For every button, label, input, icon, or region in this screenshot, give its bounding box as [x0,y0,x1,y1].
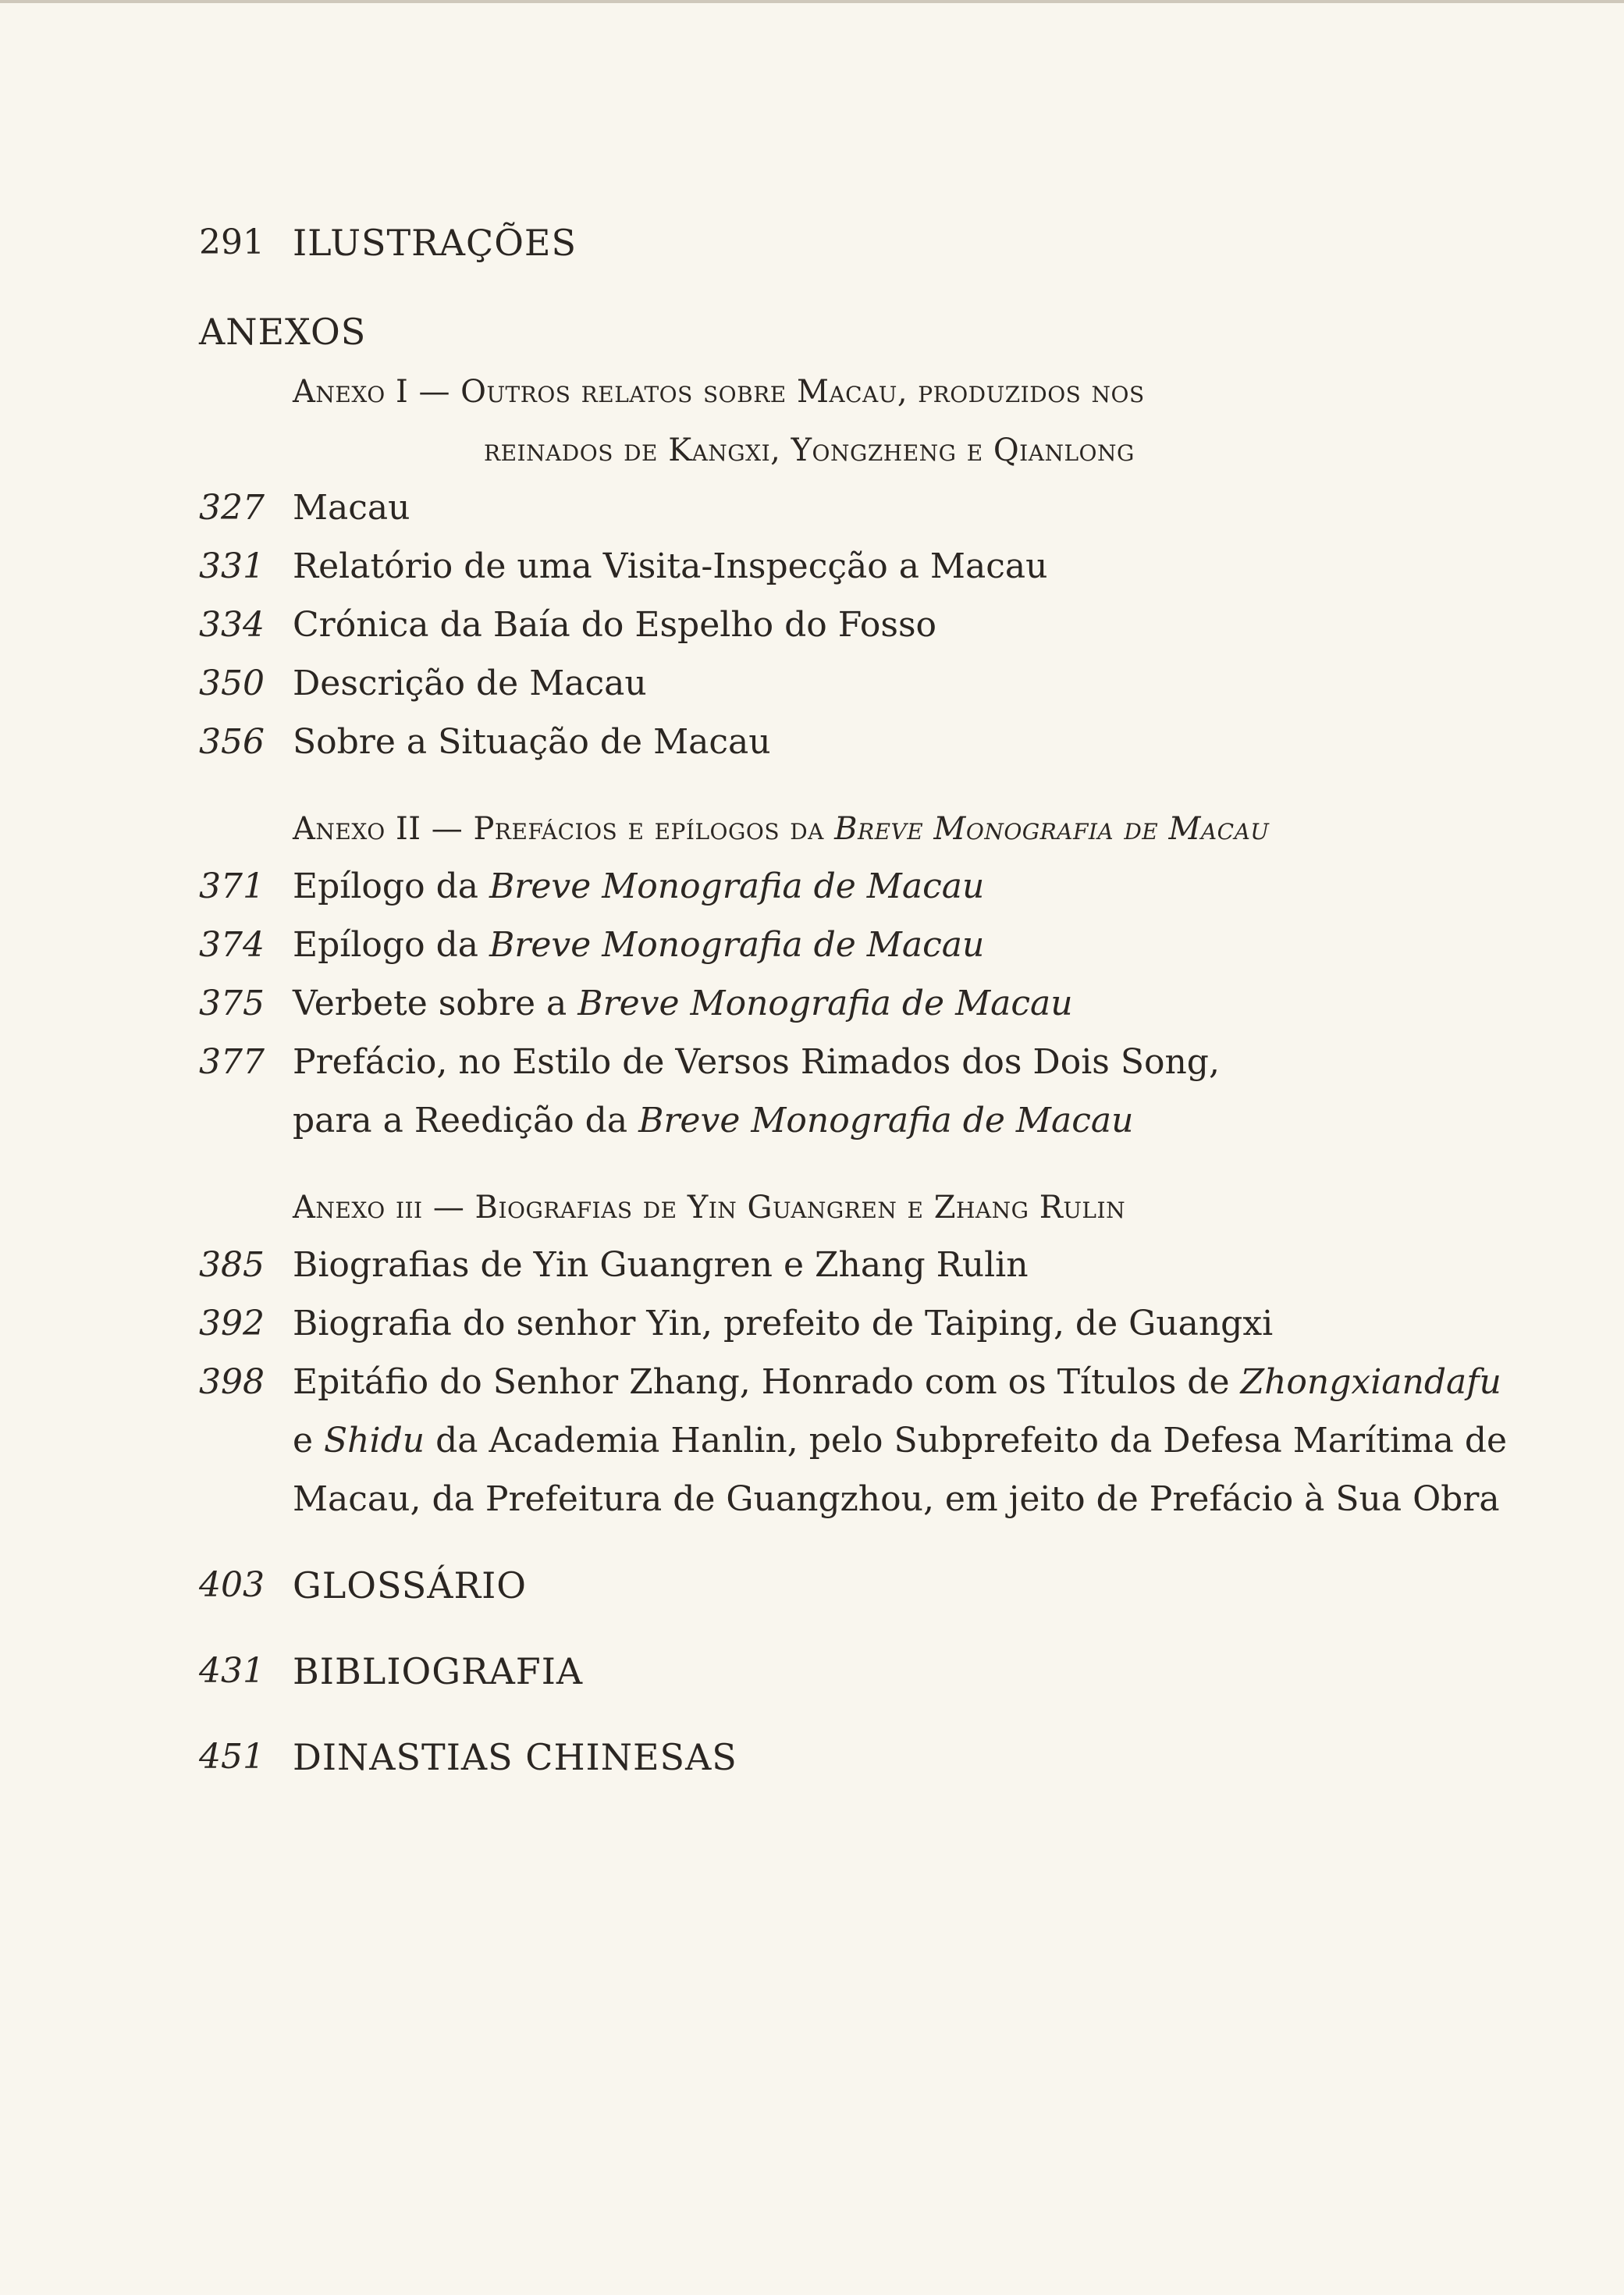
annex2-heading [293,804,1269,854]
entry-title: Prefácio, no Estilo de Versos Rimados dos Dois Song, [293,1042,1220,1082]
page-number: 331 [199,546,265,586]
page-number: 356 [199,722,265,762]
page-number: 374 [199,925,265,965]
annex1-heading-line2: reinados de Kangxi, Yongzheng e Qianlong [484,432,1135,468]
page-number: 398 [199,1362,265,1402]
book-title: Breve Monografia de Macau [489,925,985,965]
entry-title: Epílogo da Breve Monografia de Macau [293,866,985,906]
page-number: 385 [199,1245,265,1285]
entry-title: Biografias de Yin Guangren e Zhang Rulin [293,1245,1029,1285]
honorific-title: Shidu [324,1421,425,1461]
section-title: GLOSSÁRIO [293,1564,527,1606]
entry-continuation: para a Reedição da Breve Monografia de Macau [293,1101,1134,1140]
page-number: 334 [199,605,265,645]
page-number: 392 [199,1304,265,1343]
book-title: Breve Monografia de Macau [577,984,1073,1023]
annex2-heading-title: Breve Monografia de Macau [834,811,1270,847]
anexos-heading: ANEXOS [199,311,367,353]
page-number: 291 [199,222,265,262]
annex1-heading-line1: Anexo I — Outros relatos sobre Macau, produzidos nos [293,374,1145,410]
entry-title: Epílogo da Breve Monografia de Macau [293,925,985,965]
page-number: 431 [199,1651,265,1691]
entry-continuation: Macau, da Prefeitura de Guangzhou, em jeito de Prefácio à Sua Obra [293,1479,1500,1519]
page-number: 350 [199,664,265,703]
section-title: DINASTIAS CHINESAS [293,1736,737,1778]
page-number: 371 [199,866,265,906]
page-number: 327 [199,488,265,528]
honorific-title: Zhongxiandafu [1240,1362,1501,1402]
entry-title: Biografia do senhor Yin, prefeito de Taiping, de Guangxi [293,1304,1274,1343]
entry-title: Relatório de uma Visita-Inspecção a Macau [293,546,1048,586]
book-title: Breve Monografia de Macau [638,1101,1134,1140]
entry-title: Epitáfio do Senhor Zhang, Honrado com os Títulos de Zhongxiandafu [293,1362,1501,1402]
entry-title: Sobre a Situação de Macau [293,722,771,762]
entry-title: Descrição de Macau [293,664,647,703]
page-number: 375 [199,984,265,1023]
entry-title: Macau [293,488,410,528]
entry-title: Verbete sobre a Breve Monografia de Macau [293,984,1073,1023]
entry-title: Crónica da Baía do Espelho do Fosso [293,605,937,645]
entry-continuation: e Shidu da Academia Hanlin, pelo Subprefeito da Defesa Marítima de [293,1421,1508,1461]
annex3-heading: Anexo iii — Biografias de Yin Guangren e Zhang Rulin [293,1190,1126,1226]
book-title: Breve Monografia de Macau [489,866,985,906]
page-number: 377 [199,1042,265,1082]
annex2-heading-prefix: Anexo II — Prefácios e epílogos da [293,811,835,847]
page-number: 403 [199,1565,265,1605]
section-title: BIBLIOGRAFIA [293,1650,584,1692]
page-number: 451 [199,1737,265,1777]
page-edge [0,0,1624,3]
section-title: ILUSTRAÇÕES [293,222,577,264]
